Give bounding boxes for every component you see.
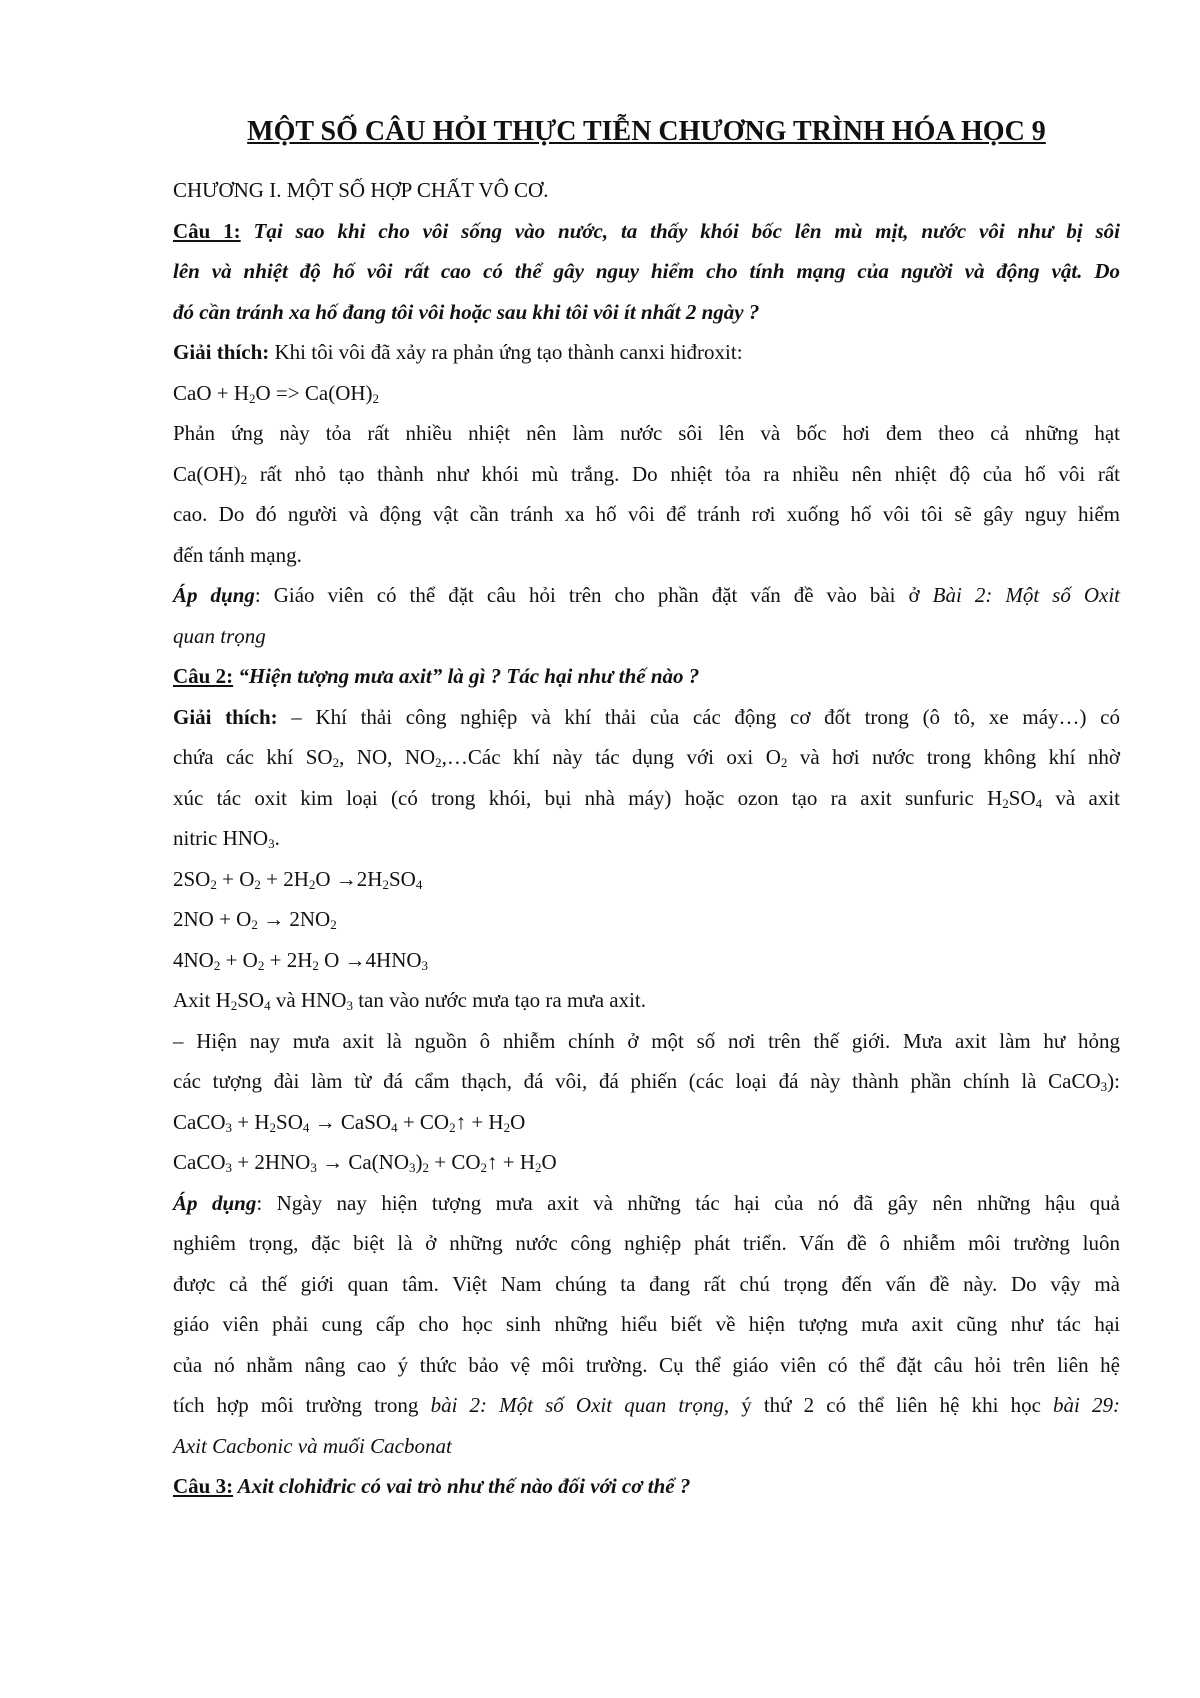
question-2-label: Câu 2: — [173, 664, 234, 688]
reaction-caco3-hno3: CaCO$_3$ + $2HNO_3 \to Ca(NO_3)_2$ + $CO_2↑ + H_2O$ — [173, 1150, 557, 1175]
paragraph-1-line-3: cao. Do đó người và động vật cần tránh xa hố vôi để tránh rơi xuống hố vôi tôi sẽ gây nguy hiểm — [173, 502, 1120, 526]
acid-rain-summary: Axit $H_2SO_4$ và $HNO_3$ tan vào nước mưa tạo ra mưa axit. — [173, 988, 647, 1013]
explanation-2-line-2: chứa các khí $SO_2$, NO, $NO_2,\dots Các$ khí này tác dụng với oxi $O_2$ và hơi nước trong không khí nhờ — [173, 745, 1120, 770]
reaction-1: $2SO_2 + O_2 + 2H_2O \to 2H_2SO_4$ — [173, 866, 423, 892]
question-1-line-2: lên và nhiệt độ hố vôi rất cao có thể gây nguy hiểm cho tính mạng của người và động vật. Do — [173, 259, 1120, 283]
question-3-label: Câu 3: — [173, 1474, 234, 1498]
apply-2-line-3: được cả thế giới quan tâm. Việt Nam chúng ta đang rất chú trọng đến vấn đề này. Do vậy mà — [173, 1271, 1120, 1296]
harm-line-2: các tượng đài làm từ đá cẩm thạch, đá vôi, đá phiến (các loại đá này thành phần chính là CaCO$_3$): — [173, 1069, 1120, 1094]
apply-2-line-1: Áp dụng: Ngày nay hiện tượng mưa axit và những tác hại của nó đã gây nên những hậu quả — [173, 1190, 1121, 1215]
apply-label: Áp dụng — [173, 1190, 257, 1215]
apply-2-line-4: giáo viên phải cung cấp cho học sinh những hiểu biết về hiện tượng mưa axit cũng như tác hại — [173, 1312, 1120, 1336]
explanation-2-line-1: Giải thích: – Khí thải công nghiệp và khí thải của các động cơ đốt trong (ô tô, xe máy…) có — [173, 704, 1120, 729]
chapter-heading: CHƯƠNG I. MỘT SỐ HỢP CHẤT VÔ CƠ. — [173, 178, 549, 202]
explanation-2-line-4: nitric $HNO_3$. — [173, 826, 280, 851]
apply-2-line-7: Axit Cacbonic và muối Cacbonat — [173, 1433, 452, 1458]
reaction-3: $4NO_2 + O_2 + 2H_2$ $O \to 4HNO_3$ — [173, 947, 429, 973]
question-3 — [173, 1466, 1120, 1507]
explanation-label: Giải thích: — [173, 704, 278, 729]
question-1-line-1 — [173, 211, 1120, 252]
reaction-caco3-h2so4: CaCO$_3$ + $H_2SO_4$ → CaSO$_4$ + $CO_2↑ + H_2O$ — [173, 1109, 526, 1135]
apply-2-line-5: của nó nhằm nâng cao ý thức bảo vệ môi trường. Cụ thể giáo viên có thể đặt câu hỏi trên liên hệ — [173, 1352, 1120, 1377]
paragraph-1-line-2: $Ca(OH)_2$ rất nhỏ tạo thành như khói mù trắng. Do nhiệt tỏa ra nhiều nên nhiệt độ của hố vôi rất — [173, 461, 1120, 487]
question-1-text: Tại sao khi cho vôi sống vào nước, ta thấy khói bốc lên mù mịt, nước vôi như bị sôi — [240, 218, 1120, 243]
harm-line-1: – Hiện nay mưa axit là nguồn ô nhiễm chính ở một số nơi trên thế giới. Mưa axit làm hư hỏng — [173, 1028, 1120, 1053]
question-3-text: Axit clohiđric có vai trò như thế nào đối với cơ thể ? — [233, 1474, 691, 1498]
apply-label: Áp dụng — [173, 583, 255, 607]
explanation-label: Giải thích: — [173, 340, 270, 364]
apply-1-line-2: quan trọng — [173, 623, 266, 648]
apply-2-line-6: tích hợp môi trường trong bài 2: Một số Oxit quan trọng, ý thứ 2 có thể liên hệ khi học bài 29: — [173, 1393, 1120, 1417]
question-2 — [173, 656, 1120, 697]
equation-cao: CaO + $H_2O => Ca(OH)_2$ — [173, 380, 380, 406]
question-1-label: Câu 1: — [173, 218, 241, 243]
question-2-text: “Hiện tượng mưa axit” là gì ? Tác hại như thế nào ? — [233, 664, 700, 688]
explanation-1: Giải thích: Khi tôi vôi đã xảy ra phản ứng tạo thành canxi hiđroxit: — [173, 340, 743, 364]
reaction-2: $2NO + O_2 \to 2NO_2$ — [173, 907, 337, 932]
explanation-2-line-3: xúc tác oxit kim loại (có trong khói, bụi nhà máy) hoặc ozon tạo ra axit sunfuric $H_2SO_4$ và axit — [173, 785, 1121, 811]
document-title: MỘT SỐ CÂU HỎI THỰC TIỄN CHƯƠNG TRÌNH HÓA HỌC 9 — [247, 116, 1046, 147]
question-1-line-3: đó cần tránh xa hố đang tôi vôi hoặc sau khi tôi vôi ít nhất 2 ngày ? — [173, 299, 760, 324]
paragraph-1-line-4: đến tánh mạng. — [173, 542, 302, 567]
apply-2-line-2: nghiêm trọng, đặc biệt là ở những nước công nghiệp phát triển. Vấn đề ô nhiễm môi trường luôn — [173, 1231, 1120, 1255]
paragraph-1-line-1: Phản ứng này tỏa rất nhiều nhiệt nên làm nước sôi lên và bốc hơi đem theo cả những hạt — [173, 421, 1120, 445]
apply-1-line-1: Áp dụng: Giáo viên có thể đặt câu hỏi trên cho phần đặt vấn đề vào bài ở Bài 2: Một số Oxit — [173, 583, 1121, 607]
